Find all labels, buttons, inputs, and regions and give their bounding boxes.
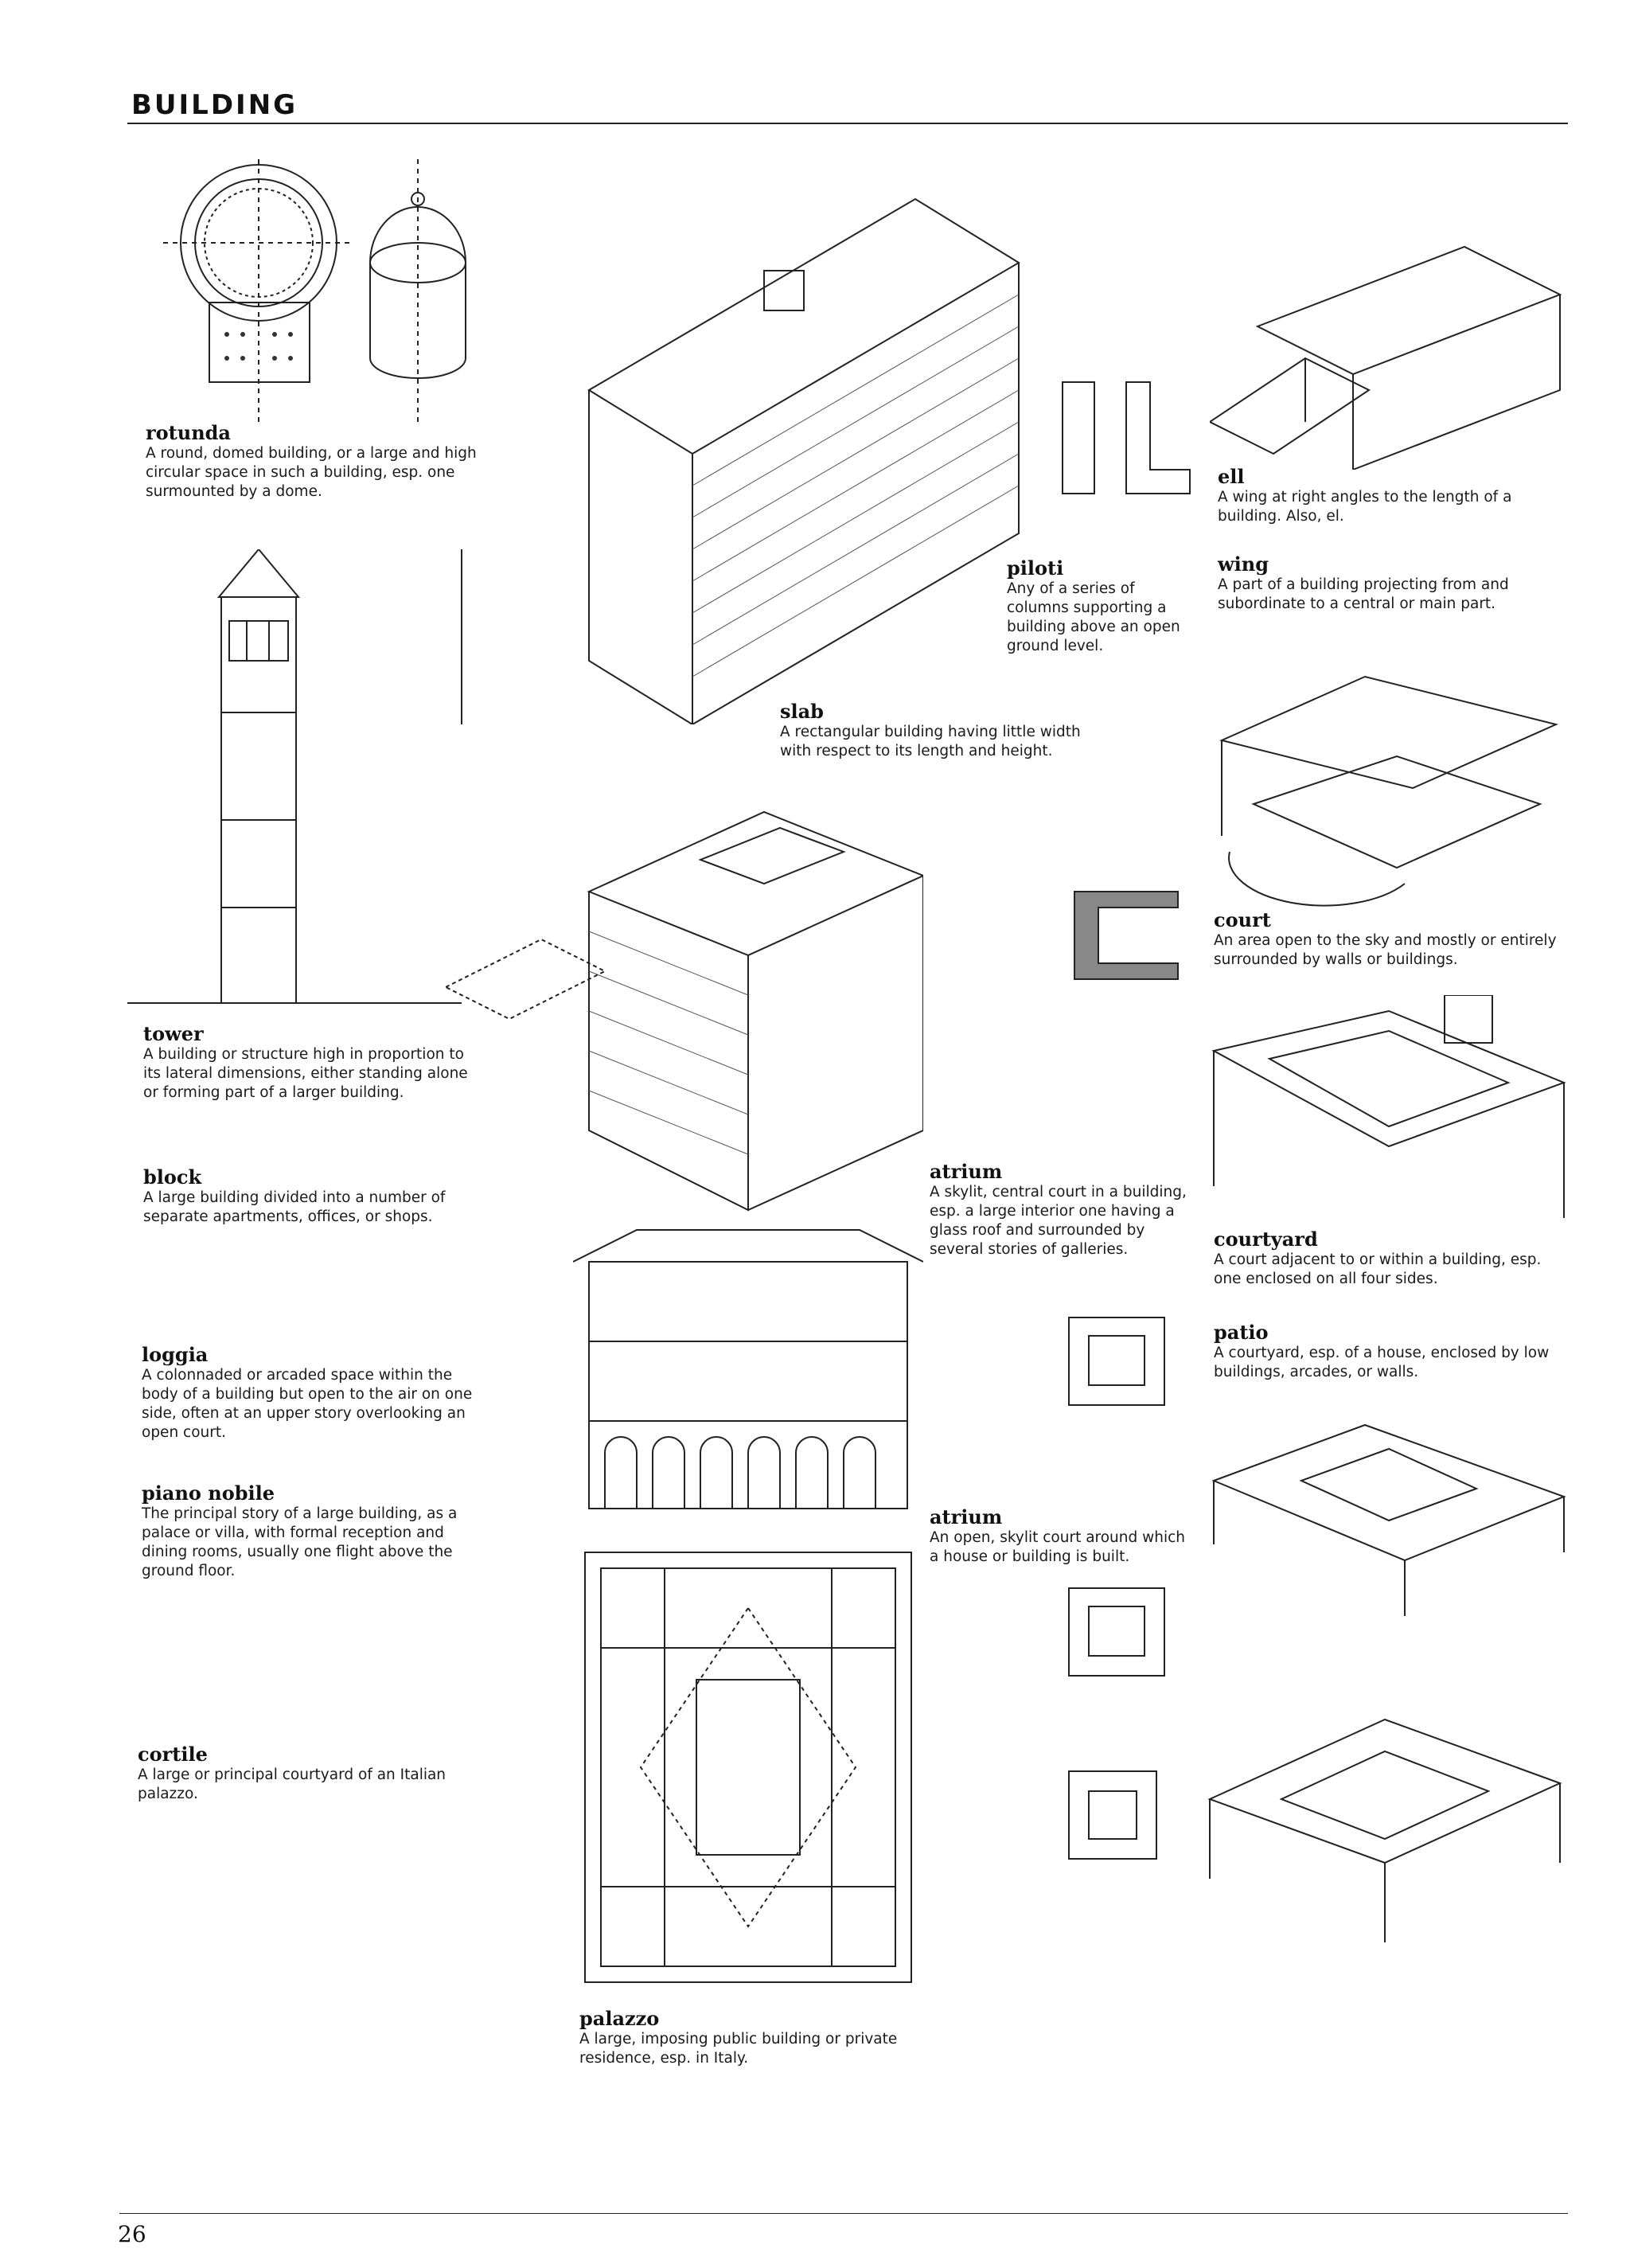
definition-tower: A building or structure high in proportion to its lateral dimensions, either standing alone or forming part of a larger building. [143,1046,468,1101]
definition-loggia: A colonnaded or arcaded space within the body of a building but open to the air on one side, often at an upper story overlooking an open court. [142,1367,473,1441]
entry-atrium-1 [930,1161,1192,1259]
term-court: court [1214,908,1271,931]
definition-cortile: A large or principal courtyard of an Italian palazzo. [138,1766,446,1802]
term-piano-nobile: piano nobile [142,1481,275,1505]
definition-slab: A rectangular building having little width with respect to its length and height. [780,724,1081,759]
court-diagram [1067,884,1186,987]
term-tower: tower [143,1022,204,1045]
definition-block: A large building divided into a number of separate apartments, offices, or shops. [143,1189,446,1225]
term-rotunda: rotunda [146,421,231,444]
chinese-courtyard-illustration [1202,1672,1568,1958]
term-atrium-1: atrium [930,1160,1003,1183]
ell-illustration [1210,231,1576,470]
term-atrium-2: atrium [930,1505,1003,1528]
term-courtyard: courtyard [1214,1228,1318,1251]
entry-court [1214,909,1572,970]
term-patio: patio [1214,1321,1269,1344]
entry-atrium-2 [930,1506,1192,1567]
entry-wing [1218,553,1568,614]
definition-wing: A part of a building projecting from and subordinate to a central or main part. [1218,576,1509,612]
patio-illustration [1206,1409,1572,1624]
atrium-diagram-3 [1065,1767,1160,1863]
definition-piloti: Any of a series of columns supporting a building above an open ground level. [1007,580,1180,654]
term-ell: ell [1218,465,1245,488]
entry-rotunda [146,422,488,502]
piloti-diagram [1055,374,1198,502]
entry-piloti [1007,557,1190,656]
definition-rotunda: A round, domed building, or a large and high circular space in such a building, esp. one surmounted by a dome. [146,445,477,500]
tower-illustration [127,549,470,1011]
definition-palazzo: A large, imposing public building or private residence, esp. in Italy. [579,2031,898,2067]
entry-piano-nobile [142,1482,484,1581]
palazzo-section-illustration [573,1222,923,1517]
palazzo-plan-illustration [577,1544,919,1990]
entry-block [143,1166,478,1227]
term-cortile: cortile [138,1743,208,1766]
atrium-diagram-2 [1065,1584,1168,1680]
entry-ell [1218,466,1568,526]
entry-loggia [142,1344,484,1442]
footer-rule [119,2213,1568,2214]
page-title: BUILDING [131,89,298,121]
term-wing: wing [1218,552,1269,576]
definition-courtyard: A court adjacent to or within a building, esp. one enclosed on all four sides. [1214,1251,1542,1287]
definition-patio: A courtyard, esp. of a house, enclosed by low buildings, arcades, or walls. [1214,1345,1550,1380]
page-number: 26 [118,2221,146,2247]
entry-palazzo [579,2008,914,2068]
slab-illustration [446,183,1051,724]
definition-atrium-1: A skylit, central court in a building, esp. a large interior one having a glass roof and surrounded by several stories of galleries. [930,1184,1187,1258]
definition-atrium-2: An open, skylit court around which a house or building is built. [930,1529,1186,1565]
term-palazzo: palazzo [579,2007,660,2030]
entry-tower [143,1023,478,1103]
entry-courtyard [1214,1228,1572,1289]
term-block: block [143,1165,202,1189]
definition-piano-nobile: The principal story of a large building, as a palace or villa, with formal reception and dining rooms, usually one flight above the ground floor. [142,1505,458,1579]
entry-cortile [138,1743,480,1804]
block-illustration [446,796,923,1226]
header-rule [127,123,1568,124]
court-illustration [1206,661,1572,915]
atrium-diagram-1 [1065,1314,1168,1409]
entry-patio [1214,1321,1572,1382]
term-loggia: loggia [142,1343,209,1366]
term-piloti: piloti [1007,556,1064,580]
definition-court: An area open to the sky and mostly or entirely surrounded by walls or buildings. [1214,932,1557,968]
definition-ell: A wing at right angles to the length of a building. Also, el. [1218,489,1512,525]
entry-slab [780,701,1098,761]
courtyard-illustration [1206,995,1572,1234]
term-slab: slab [780,700,824,723]
rotunda-illustration [155,151,474,430]
